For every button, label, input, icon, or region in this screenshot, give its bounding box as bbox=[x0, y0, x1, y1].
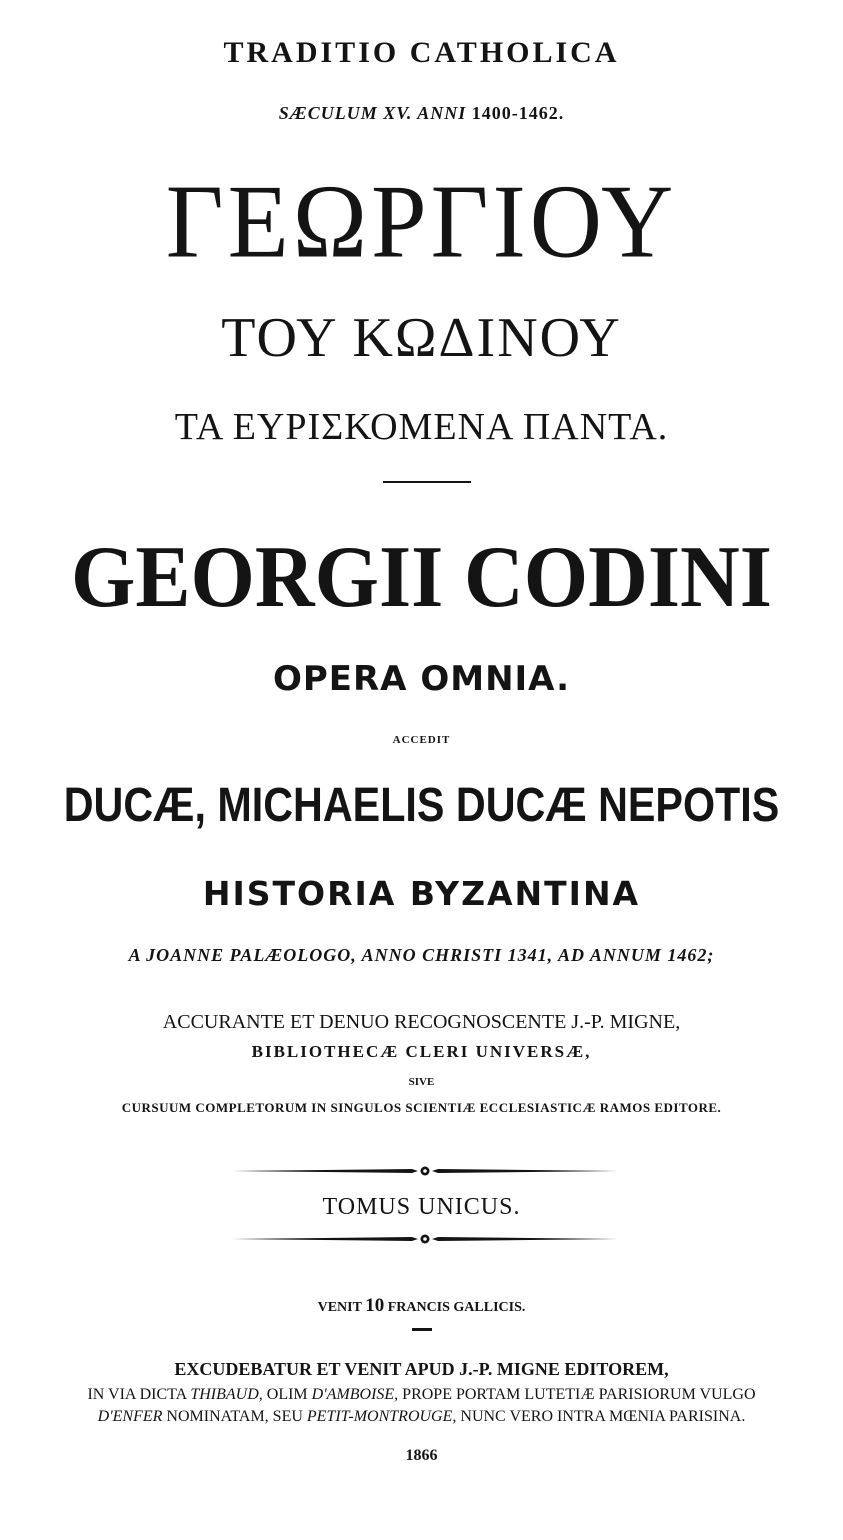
sive-label: SIVE bbox=[408, 1076, 435, 1088]
ornamental-rule-bottom bbox=[232, 1233, 618, 1245]
imprint-nunc: NUNC VERO INTRA MŒNIA PARISINA. bbox=[460, 1408, 746, 1425]
greek-author-subtitle: ΤΟΥ ΚΩΔΙΝΟΥ bbox=[221, 307, 622, 369]
imprint-amboise: D'AMBOISE, bbox=[311, 1386, 399, 1403]
accurante-line: ACCURANTE ET DENUO RECOGNOSCENTE J.-P. MIGNE, bbox=[162, 1011, 681, 1033]
price-amount: 10 bbox=[365, 1295, 385, 1316]
latin-author-name: GEORGII CODINI bbox=[71, 529, 772, 626]
imprint-olim: OLIM bbox=[266, 1386, 308, 1403]
price-suffix: FRANCIS GALLICIS. bbox=[387, 1300, 526, 1315]
series-title: TRADITIO CATHOLICA bbox=[223, 36, 620, 69]
imprint-in-via: IN VIA DICTA bbox=[87, 1386, 187, 1403]
imprint-enfer: D'ENFER bbox=[97, 1408, 163, 1425]
opera-omnia-heading: OPERA OMNIA. bbox=[272, 659, 571, 699]
greek-works-subtitle: ΤΑ ΕΥΡΙΣΚΟΜΕΝΑ ΠΑΝΤΑ. bbox=[174, 406, 669, 448]
publication-year: 1866 bbox=[405, 1447, 438, 1464]
imprint-thibaud: THIBAUD, bbox=[190, 1386, 263, 1403]
imprint-prope: PROPE PORTAM LUTETIÆ PARISIORUM VULGO bbox=[402, 1386, 756, 1403]
price-line bbox=[0, 1296, 843, 1315]
bibliotheca-line: BIBLIOTHECÆ CLERI UNIVERSÆ, bbox=[251, 1042, 592, 1061]
tomus-label: TOMUS UNICUS. bbox=[322, 1194, 521, 1220]
saeculum-label: SÆCULUM XV. bbox=[278, 103, 413, 123]
imprint-nominatam: NOMINATAM, SEU bbox=[166, 1408, 303, 1425]
cursuum-line: CURSUUM COMPLETORUM IN SINGULOS SCIENTIÆ ECCLESIASTICÆ RAMOS EDITORE. bbox=[121, 1100, 722, 1115]
ornamental-rule-top bbox=[232, 1165, 618, 1177]
tiny-divider bbox=[412, 1328, 432, 1331]
imprint-montrouge: PETIT-MONTROUGE, bbox=[306, 1408, 457, 1425]
imprint-line-3 bbox=[0, 1409, 843, 1425]
imprint-line-1: EXCUDEBATUR ET VENIT APUD J.-P. MIGNE EDITOREM, bbox=[174, 1359, 669, 1379]
accedit-label: ACCEDIT bbox=[392, 734, 451, 746]
short-divider bbox=[383, 481, 471, 483]
anni-label: ANNI bbox=[417, 103, 467, 123]
ducae-heading: DUCÆ, MICHAELIS DUCÆ NEPOTIS bbox=[63, 779, 780, 832]
saeculum-line bbox=[0, 104, 843, 122]
imprint-line-2 bbox=[0, 1387, 843, 1403]
price-prefix: VENIT bbox=[317, 1300, 362, 1315]
greek-author-name: ΓΕΩΡΓΙΟΥ bbox=[165, 163, 678, 280]
joanne-line: A JOANNE PALÆOLOGO, ANNO CHRISTI 1341, AD ANNUM 1462; bbox=[128, 945, 715, 965]
historia-heading: HISTORIA BYZANTINA bbox=[202, 874, 641, 913]
anni-range: 1400-1462. bbox=[471, 103, 565, 123]
